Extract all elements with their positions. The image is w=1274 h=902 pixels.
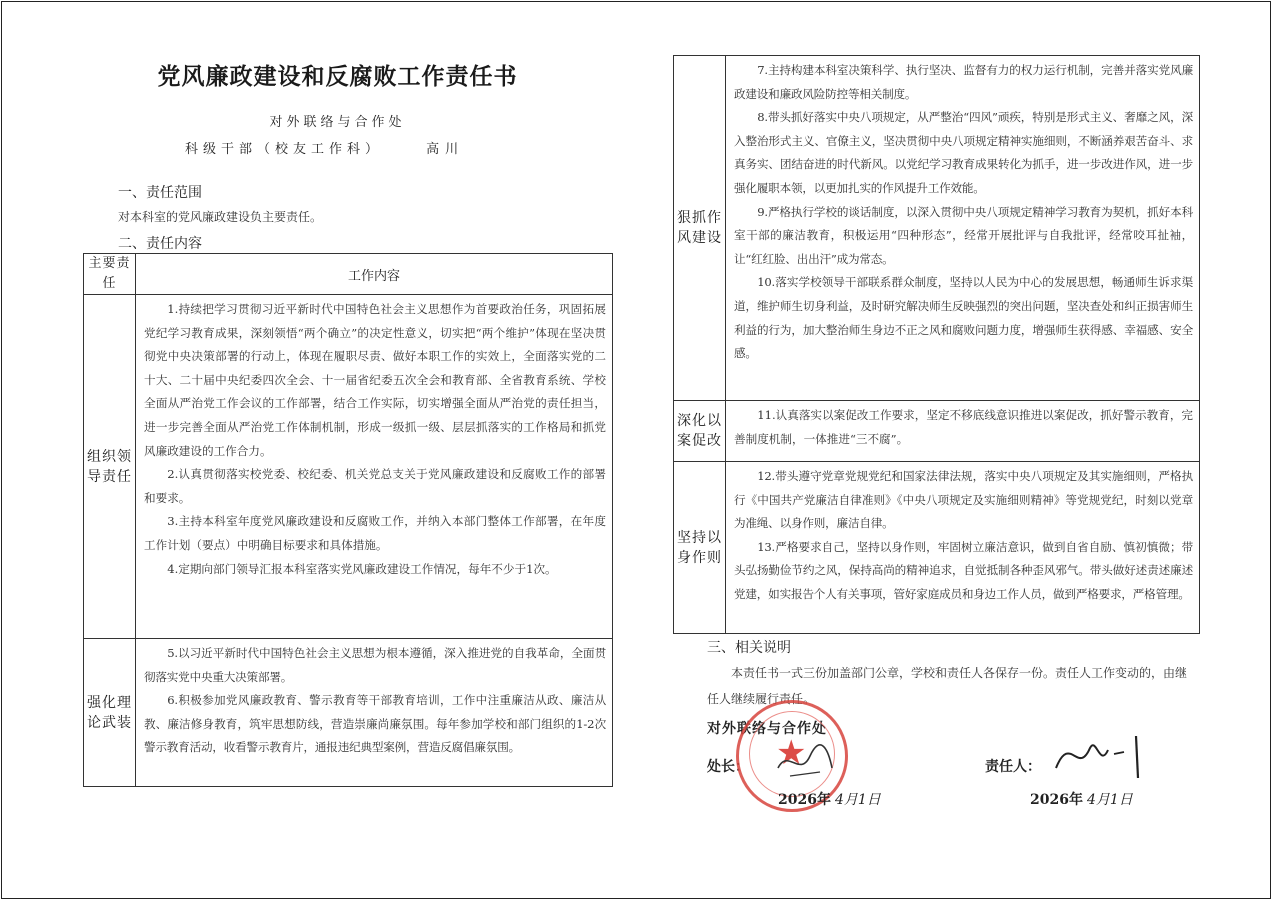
list-item: 13.严格要求自己，坚持以身作则，牢固树立廉洁意识，做到自省自励、慎初慎微；带头弘扬勤俭节约之风，保持高尚的精神追求，自觉抵制各种歪风邪气。带头做好述责述廉述党建，如实报告个人有关事项，管好家庭成员和身边工作人员，做到严格要求，严格管理。 [734,539,1193,601]
table-row [674,401,1200,462]
list-item: 7.主持构建本科室决策科学、执行坚决、监督有力的权力运行机制，完善并落实党风廉政建设和廉政风险防控等相关制度。 [734,63,1193,101]
department-name: 对外联络与合作处 [269,115,406,130]
category-cell: 狠抓作风建设 [674,56,726,401]
section-1-text: 对本科室的党风廉政建设负主要责任。 [118,210,323,224]
director-label: 处长： [707,759,749,775]
content-cell [136,639,613,787]
section-1-heading: 一、责任范围 [118,185,202,201]
person-name: 高川 [426,142,465,157]
list-item: 4.定期向部门领导汇报本科室落实党风廉政建设工作情况，每年不少于1次。 [167,561,557,576]
category-cell: 强化理论武装 [84,639,136,787]
list-item: 3.主持本科室年度党风廉政建设和反腐败工作，并纳入本部门整体工作部署，在年度工作计划（要点）中明确目标要求和具体措施。 [144,514,606,552]
content-cell [726,462,1200,634]
header-work-content: 工作内容 [136,254,613,295]
list-item: 6.积极参加党风廉政教育、警示教育等干部教育培训，工作中注重廉洁从政、廉洁从教、廉洁修身教育，筑牢思想防线，营造崇廉尚廉氛围。每年参加学校和部门组织的1-2次警示教育活动，收看警示教育片，通报违纪典型案例，营造反腐倡廉氛围。 [144,693,606,755]
date-left-handwritten: 4月1日 [834,792,881,808]
list-item: 5.以习近平新时代中国特色社会主义思想为根本遵循，深入推进党的自我革命，全面贯彻落实党中央重大决策部署。 [144,646,606,684]
list-item: 12.带头遵守党章党规党纪和国家法律法规，落实中央八项规定及其实施细则，严格执行《中国共产党廉洁自律准则》《中央八项规定及实施细则精神》等党规党纪，时刻以党章为准绳、以身作则，廉洁自律。 [734,469,1193,531]
list-item: 11.认真落实以案促改工作要求，坚定不移底线意识推进以案促改，抓好警示教育，完善制度机制，一体推进“三不腐”。 [734,408,1194,446]
content-cell [136,295,613,639]
seal-star-icon: ★ [776,733,807,773]
date-left-year: 2026年 [778,792,831,808]
list-item: 8.带头抓好落实中央八项规定，从严整治“四风”顽疾，特别是形式主义、奢靡之风，深入整治形式主义、官僚主义，坚决贯彻中央八项规定精神实施细则，不断涵养艰苦奋斗、求真务实、团结奋进的时代新风。以党纪学习教育成果转化为抓手，进一步改进作风，进一步强化履职本领，以更加扎实的作风提升工作效能。 [734,110,1193,195]
list-item: 2.认真贯彻落实校党委、校纪委、机关党总支关于党风廉政建设和反腐败工作的部署和要求。 [144,467,606,505]
list-item: 9.严格执行学校的谈话制度，以深入贯彻中央八项规定精神学习教育为契机，抓好本科室干部的廉洁教育，积极运用“四种形态”，经常开展批评与自我批评，经常咬耳扯袖，让“红红脸、出出汗”成为常态。 [734,204,1193,266]
document-title: 党风廉政建设和反腐败工作责任书 [157,63,518,90]
section-3-text: 本责任书一式三份加盖部门公章，学校和责任人各保存一份。责任人工作变动的，由继任人继续履行责任。 [707,666,1188,706]
list-item: 1.持续把学习贯彻习近平新时代中国特色社会主义思想作为首要政治任务，巩固拓展党纪学习教育成果，深刻领悟“两个确立”的决定性意义，切实把“两个维护”体现在坚决贯彻党中央决策部署的行动上，体现在履职尽责、做好本职工作的实效上，全面落实党的二十大、二十届中央纪委四次全会、十一届省纪委五次全会和教育部、全省教育系统、学校全面从严治党工作会议的工作部署，结合工作实际，切实增强全面从严治党的责任担当，进一步完善全面从严治党工作体制机制，形成一级抓一级、层层抓落实的工作格局和抓党风廉政建设的工作合力。 [144,302,606,458]
date-right-year: 2026年 [1030,792,1083,808]
responsibility-table-left [83,253,613,787]
table-row [674,462,1200,634]
table-row [84,295,613,639]
date-right-handwritten: 4月1日 [1086,792,1133,808]
responsibility-table-right [673,55,1200,634]
content-cell [726,401,1200,462]
position-title: 科级干部（校友工作科） [185,142,384,157]
section-2-heading: 二、责任内容 [118,236,202,252]
position-line [185,138,464,157]
category-cell: 组织领导责任 [84,295,136,639]
section-3-heading: 三、相关说明 [707,640,791,656]
table-row [84,639,613,787]
list-item: 10.落实学校领导干部联系群众制度，坚持以人民为中心的发展思想，畅通师生诉求渠道，维护师生切身利益，及时研究解决师生反映强烈的突出问题，坚决查处和纠正损害师生利益的行为，加大整治师生身边不正之风和腐败问题力度，增强师生获得感、幸福感、安全感。 [734,275,1193,361]
responsible-label: 责任人： [985,759,1041,775]
header-main-responsibility: 主要责任 [84,254,136,295]
date-left [778,789,881,809]
category-cell: 坚持以身作则 [674,462,726,634]
content-cell [726,56,1200,401]
date-right [1030,789,1133,809]
director-signature [770,733,840,783]
category-cell: 深化以案促改 [674,401,726,462]
table-row [674,56,1200,401]
responsible-signature [1050,728,1150,783]
signoff-org: 对外联络与合作处 [707,721,827,737]
